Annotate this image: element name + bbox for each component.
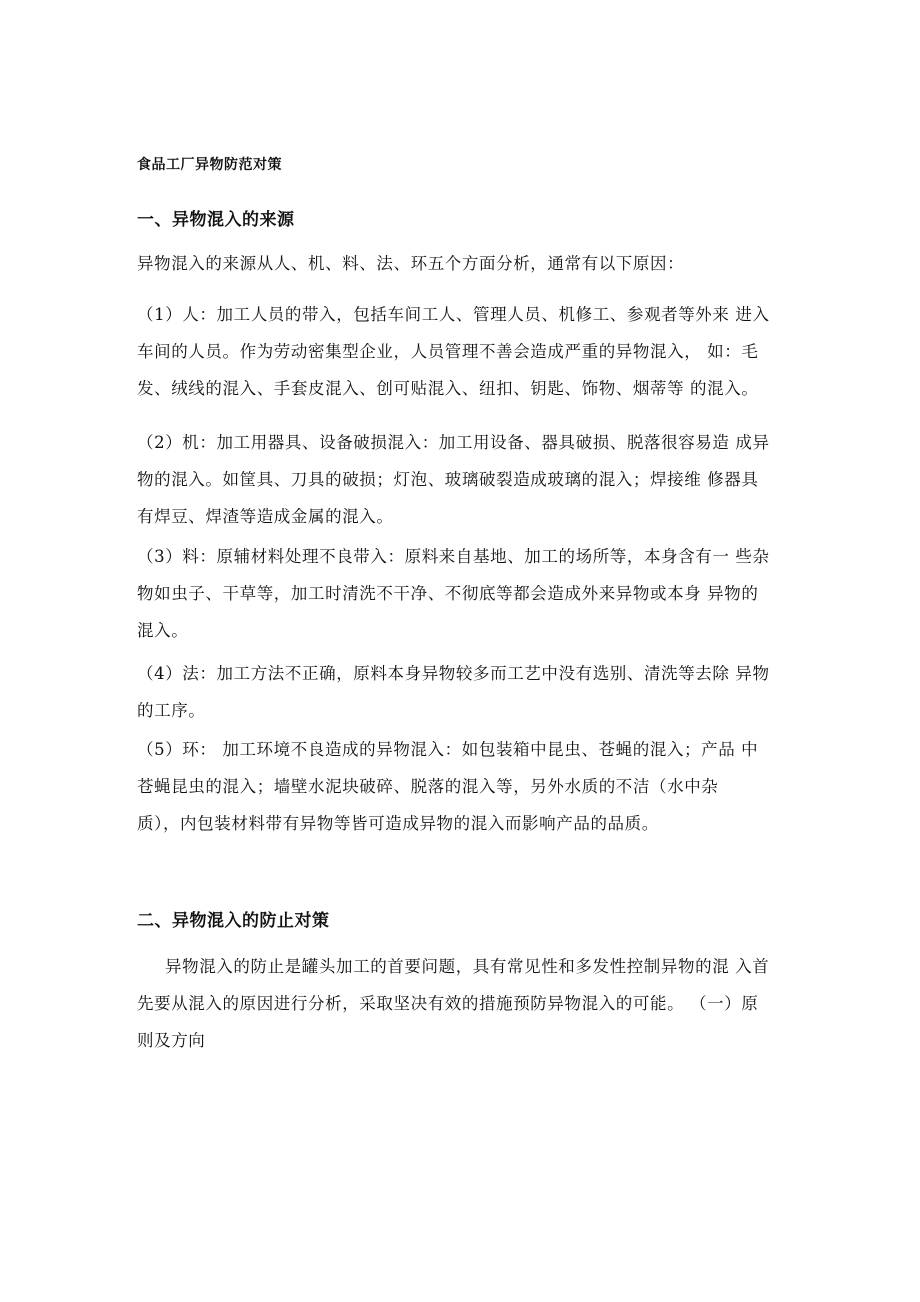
source-item-machine	[137, 424, 787, 535]
paragraph-line: （3）料：原辅材料处理不良带入：原料来自基地、加工的场所等，本身含有一 些杂	[137, 547, 770, 566]
paragraph-line: 混入。	[137, 621, 189, 640]
paragraph-line: （2）机：加工用器具、设备破损混入：加工用设备、器具破损、脱落很容易造 成异	[137, 433, 770, 452]
paragraph-line: （1）人：加工人员的带入，包括车间工人、管理人员、机修工、参观者等外来 进入	[137, 305, 770, 324]
intro-line: 异物混入的来源从人、机、料、法、环五个方面分析，通常有以下原因：	[137, 254, 685, 273]
source-item-method	[137, 655, 787, 729]
section-2-heading: 二、异物混入的防止对策	[137, 911, 330, 931]
paragraph-line: 车间的人员。作为劳动密集型企业，人员管理不善会造成严重的异物混入， 如：毛	[137, 342, 759, 361]
paragraph-line: 的工序。	[137, 701, 206, 720]
source-item-people	[137, 296, 787, 407]
source-item-environment	[137, 731, 787, 842]
section-1-intro	[137, 245, 787, 282]
section-2-paragraph	[137, 948, 787, 1059]
section-1-heading: 一、异物混入的来源	[137, 210, 295, 230]
paragraph-line: 则及方向	[137, 1031, 206, 1050]
paragraph-line: （5）环： 加工环境不良造成的异物混入：如包装箱中昆虫、苍蝇的混入；产品 中	[137, 740, 759, 759]
paragraph-line: 物的混入。如筐具、刀具的破损；灯泡、玻璃破裂造成玻璃的混入；焊接维 修器具	[137, 470, 759, 489]
paragraph-line: 质），内包装材料带有异物等皆可造成异物的混入而影响产品的品质。	[137, 814, 659, 833]
paragraph-line: 先要从混入的原因进行分析，采取坚决有效的措施预防异物混入的可能。 （一）原	[137, 994, 759, 1013]
paragraph-line: 发、绒线的混入、手套皮混入、创可贴混入、纽扣、钥匙、饰物、烟蒂等 的混入。	[137, 379, 759, 398]
source-item-material	[137, 538, 787, 649]
document-title: 食品工厂异物防范对策	[137, 157, 282, 173]
paragraph-line: 有焊豆、焊渣等造成金属的混入。	[137, 507, 394, 526]
paragraph-line: （4）法：加工方法不正确，原料本身异物较多而工艺中没有选别、清洗等去除 异物	[137, 664, 770, 683]
paragraph-line: 异物混入的防止是罐头加工的首要问题，具有常见性和多发性控制异物的混 入首	[165, 957, 770, 976]
paragraph-line: 物如虫子、干草等，加工时清洗不干净、不彻底等都会造成外来异物或本身 异物的	[137, 584, 759, 603]
paragraph-line: 苍蝇昆虫的混入；墙壁水泥块破碎、脱落的混入等，另外水质的不洁（水中杂	[137, 777, 719, 796]
